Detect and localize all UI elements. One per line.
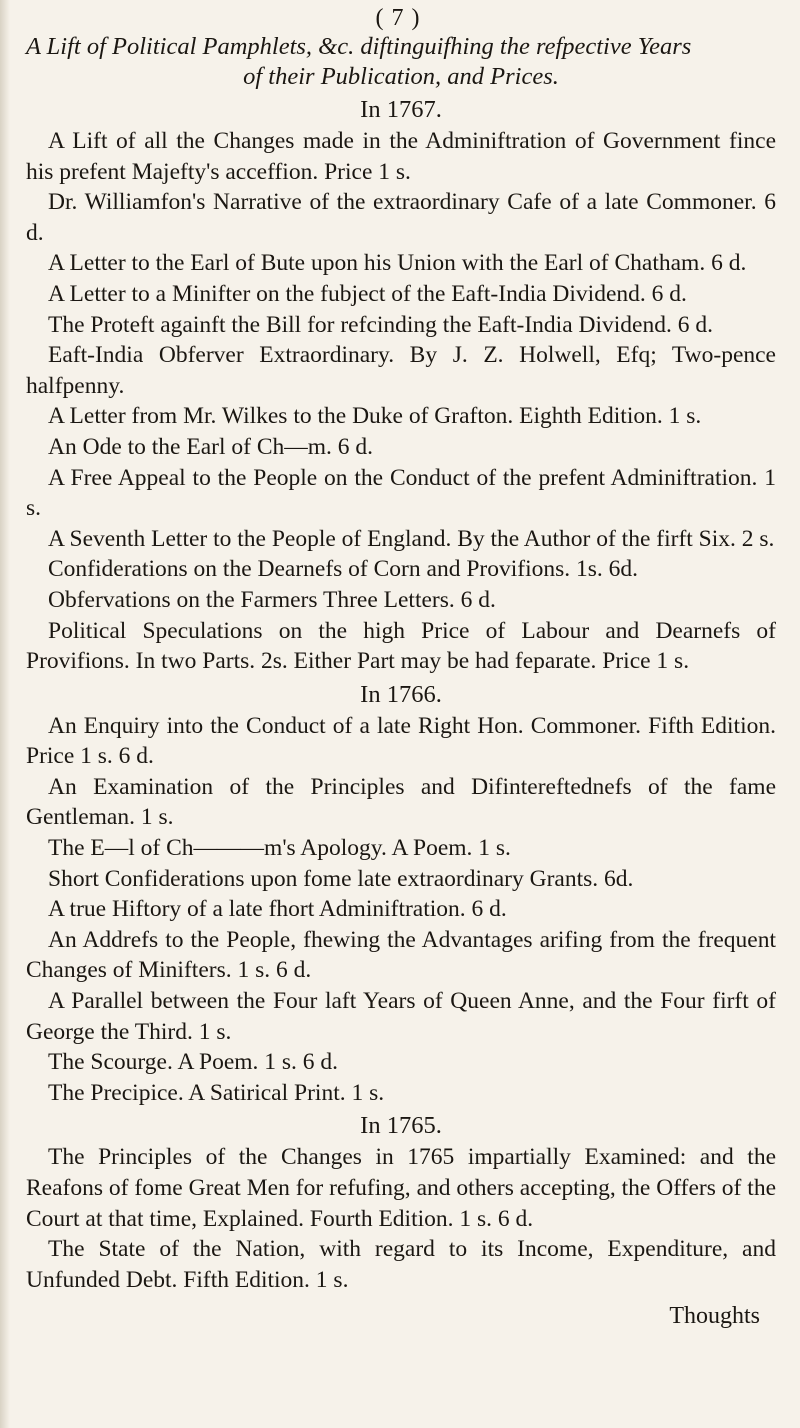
list-item: Eaft-India Obferver Extraordinary. By J. Z. Holwell, Efq; Two-pence halfpenny. — [26, 342, 776, 399]
list-title — [26, 32, 776, 92]
page-number: ( 7 ) — [375, 5, 421, 31]
list-item: A Parallel between the Four laft Years of Queen Anne, and the Four firft of George the Third. 1 s. — [26, 988, 776, 1045]
list-item: The Principles of the Changes in 1765 impartially Examined: and the Reafons of fome Great Men for refufing, and others accepting, the Offers of the Court at that time, Explained. Fourth Edition. 1 s. 6 d. — [26, 1144, 776, 1232]
list-item: Obfervations on the Farmers Three Letters. 6 d. — [48, 586, 496, 613]
list-item: A true Hiftory of a late fhort Adminiftration. 6 d. — [48, 896, 507, 923]
year-heading: In 1765. — [360, 1112, 442, 1140]
list-title-line-1: A Lift of Political Pamphlets, &c. diftinguifhing the refpective Years — [26, 33, 692, 60]
list-item: Dr. Williamfon's Narrative of the extraordinary Cafe of a late Commoner. 6 d. — [26, 189, 776, 246]
section-1767 — [26, 94, 776, 677]
list-item: The State of the Nation, with regard to its Income, Expenditure, and Unfunded Debt. Fifth Edition. 1 s. — [26, 1236, 776, 1293]
list-item: A Seventh Letter to the People of England. By the Author of the firft Six. 2 s. — [48, 525, 775, 552]
list-item: A Lift of all the Changes made in the Adminiftration of Government fince his prefent Majefty's acceffion. Price 1 s. — [26, 128, 776, 185]
section-1765 — [26, 1110, 776, 1295]
list-item: An Examination of the Principles and Difintereftednefs of the fame Gentleman. 1 s. — [26, 773, 776, 831]
list-item: An Addrefs to the People, fhewing the Advantages arifing from the frequent Changes of Minifters. 1 s. 6 d. — [26, 926, 776, 984]
list-item: A Letter to a Minifter on the fubject of the Eaft-India Dividend. 6 d. — [48, 280, 687, 307]
list-item: Short Confiderations upon fome late extraordinary Grants. 6d. — [48, 865, 634, 892]
list-item: A Letter to the Earl of Bute upon his Union with the Earl of Chatham. 6 d. — [48, 250, 747, 277]
list-title-line-2: of their Publication, and Prices. — [243, 63, 559, 90]
list-item: Political Speculations on the high Price of Labour and Dearnefs of Provifions. In two Parts. 2s. Either Part may be had feparate. Price 1 s. — [26, 617, 776, 675]
list-item: The E—l of Ch———m's Apology. A Poem. 1 s. — [48, 835, 511, 862]
year-heading: In 1767. — [360, 96, 442, 123]
list-item: The Precipice. A Satirical Print. 1 s. — [48, 1079, 385, 1106]
year-heading: In 1766. — [360, 680, 442, 708]
list-item: A Letter from Mr. Wilkes to the Duke of Grafton. Eighth Edition. 1 s. — [48, 403, 702, 430]
catchword: Thoughts — [669, 1303, 760, 1330]
list-item: A Free Appeal to the People on the Conduct of the prefent Adminiftration. 1 s. — [26, 464, 776, 522]
section-1766 — [26, 679, 776, 1109]
list-item: Confiderations on the Dearnefs of Corn and Provifions. 1s. 6d. — [48, 556, 639, 583]
list-item: The Proteft againft the Bill for refcinding the Eaft-India Dividend. 6 d. — [48, 311, 713, 338]
list-item: The Scourge. A Poem. 1 s. 6 d. — [48, 1049, 339, 1076]
list-item: An Enquiry into the Conduct of a late Right Hon. Commoner. Fifth Edition. Price 1 s. 6 d. — [26, 712, 776, 770]
list-item: An Ode to the Earl of Ch—m. 6 d. — [48, 433, 374, 460]
